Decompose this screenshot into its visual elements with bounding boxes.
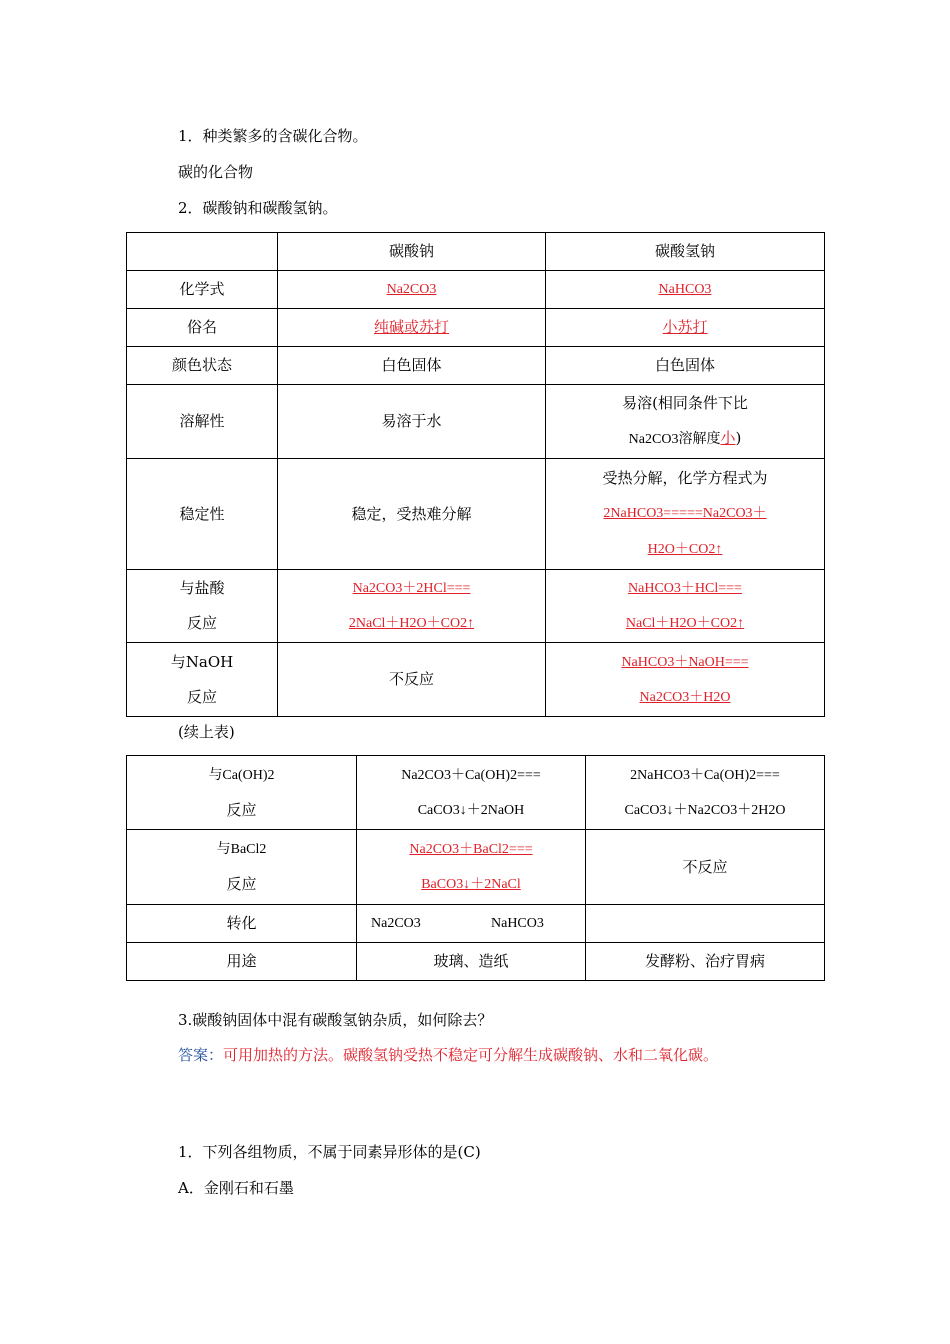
uses-nahco3: 发酵粉、治疗胃病 [586,943,825,981]
row-common-name [127,309,825,347]
row-solubility [127,385,825,459]
caoh2-nahco3 [586,756,825,830]
row-conversion [127,905,825,943]
label-hcl-line2: 反应 [186,614,217,632]
bacl2-na2co3-line2: BaCO3↓＋2NaCl [421,877,521,892]
hcl-nahco3-line1: NaHCO3＋HCl=== [628,581,742,596]
label-naoh [127,643,278,717]
uses-na2co3: 玻璃、造纸 [357,943,586,981]
answer-3 [178,1044,718,1066]
bacl2-nahco3: 不反应 [586,830,825,905]
naoh-nahco3-line2: Na2CO3＋H2O [639,689,731,705]
caoh2-na2co3-line1: Na2CO3＋Ca(OH)2=== [401,767,541,783]
continued-label: (续上表) [178,723,235,741]
naoh-nahco3 [546,643,825,717]
hcl-na2co3-line1: Na2CO3＋2HCl=== [352,581,471,596]
header-empty [127,233,278,271]
caoh2-nahco3-line1: 2NaHCO3＋Ca(OH)2=== [630,767,780,783]
solubility-nahco3-answer: 小 [720,429,736,447]
label-conversion: 转化 [127,905,357,943]
conversion-empty [586,905,825,943]
stability-nahco3-line1: 受热分解，化学方程式为 [602,469,768,487]
item-1: 1．种类繁多的含碳化合物。 [178,127,368,145]
conversion-right: NaHCO3 [491,916,544,931]
exercise-option-a: A．金刚石和石墨 [178,1179,294,1197]
naoh-nahco3-line1: NaHCO3＋NaOH=== [621,654,749,670]
row-formula [127,271,825,309]
conversion-left: Na2CO3 [371,916,421,931]
label-caoh2-line2: 反应 [226,800,257,819]
comparison-table [126,232,825,717]
header-nahco3: 碳酸氢钠 [546,233,825,271]
table-header-row [127,233,825,271]
solubility-nahco3-line2 [546,421,824,457]
formula-na2co3: Na2CO3 [278,271,546,309]
row-hcl [127,570,825,643]
name-na2co3: 纯碱或苏打 [278,309,546,347]
row-caoh2 [127,756,825,830]
comparison-table-continued [126,755,825,981]
label-naoh-line1: 与NaOH [170,652,234,671]
hcl-na2co3 [278,570,546,643]
label-color-state: 颜色状态 [127,347,278,385]
label-naoh-line2: 反应 [186,687,217,706]
caoh2-na2co3-line2: CaCO3↓＋2NaOH [417,802,525,818]
exercise-question-1: 1．下列各组物质，不属于同素异形体的是(C) [178,1143,481,1161]
solubility-na2co3: 易溶于水 [278,385,546,459]
formula-nahco3: NaHCO3 [546,271,825,309]
hcl-na2co3-line2: 2NaCl＋H2O＋CO2↑ [348,616,475,631]
row-color-state [127,347,825,385]
color-nahco3: 白色固体 [546,347,825,385]
row-uses [127,943,825,981]
label-hcl-line1: 与盐酸 [179,579,225,597]
row-naoh [127,643,825,717]
item-2: 2．碳酸钠和碳酸氢钠。 [178,199,338,217]
color-na2co3: 白色固体 [278,347,546,385]
bacl2-na2co3 [357,830,586,905]
label-formula: 化学式 [127,271,278,309]
label-caoh2 [127,756,357,830]
header-na2co3: 碳酸钠 [278,233,546,271]
sub-heading-carbon-compounds: 碳的化合物 [178,163,254,181]
label-bacl2-line1: 与BaCl2 [216,842,267,857]
label-bacl2 [127,830,357,905]
label-stability: 稳定性 [127,459,278,570]
solubility-nahco3-close: ) [735,429,742,447]
solubility-nahco3-line1: 易溶(相同条件下比 [622,394,748,412]
name-nahco3: 小苏打 [546,309,825,347]
stability-nahco3 [546,459,825,570]
answer-label: 答案： [178,1046,224,1064]
label-solubility: 溶解性 [127,385,278,459]
solubility-nahco3 [546,385,825,459]
hcl-nahco3-line2: NaCl＋H2O＋CO2↑ [625,616,745,631]
label-bacl2-line2: 反应 [226,875,257,893]
stability-nahco3-equation-1: 2NaHCO3=====Na2CO3＋ [603,506,767,521]
label-caoh2-line1: 与Ca(OH)2 [208,767,275,783]
row-stability [127,459,825,570]
solubility-nahco3-compare: Na2CO3溶解度 [628,432,721,447]
naoh-na2co3: 不反应 [278,643,546,717]
answer-text: 可用加热的方法。碳酸氢钠受热不稳定可分解生成碳酸钠、水和二氧化碳。 [223,1046,719,1064]
conversion-cell [357,905,586,943]
caoh2-na2co3 [357,756,586,830]
label-hcl [127,570,278,643]
stability-nahco3-equation-2: H2O＋CO2↑ [647,542,723,557]
stability-na2co3: 稳定，受热难分解 [278,459,546,570]
bacl2-na2co3-line1: Na2CO3＋BaCl2=== [409,842,533,857]
question-3: 3.碳酸钠固体中混有碳酸氢钠杂质，如何除去？ [178,1011,493,1029]
caoh2-nahco3-line2: CaCO3↓＋Na2CO3＋2H2O [624,802,786,818]
label-uses: 用途 [127,943,357,981]
row-bacl2 [127,830,825,905]
label-common-name: 俗名 [127,309,278,347]
hcl-nahco3 [546,570,825,643]
